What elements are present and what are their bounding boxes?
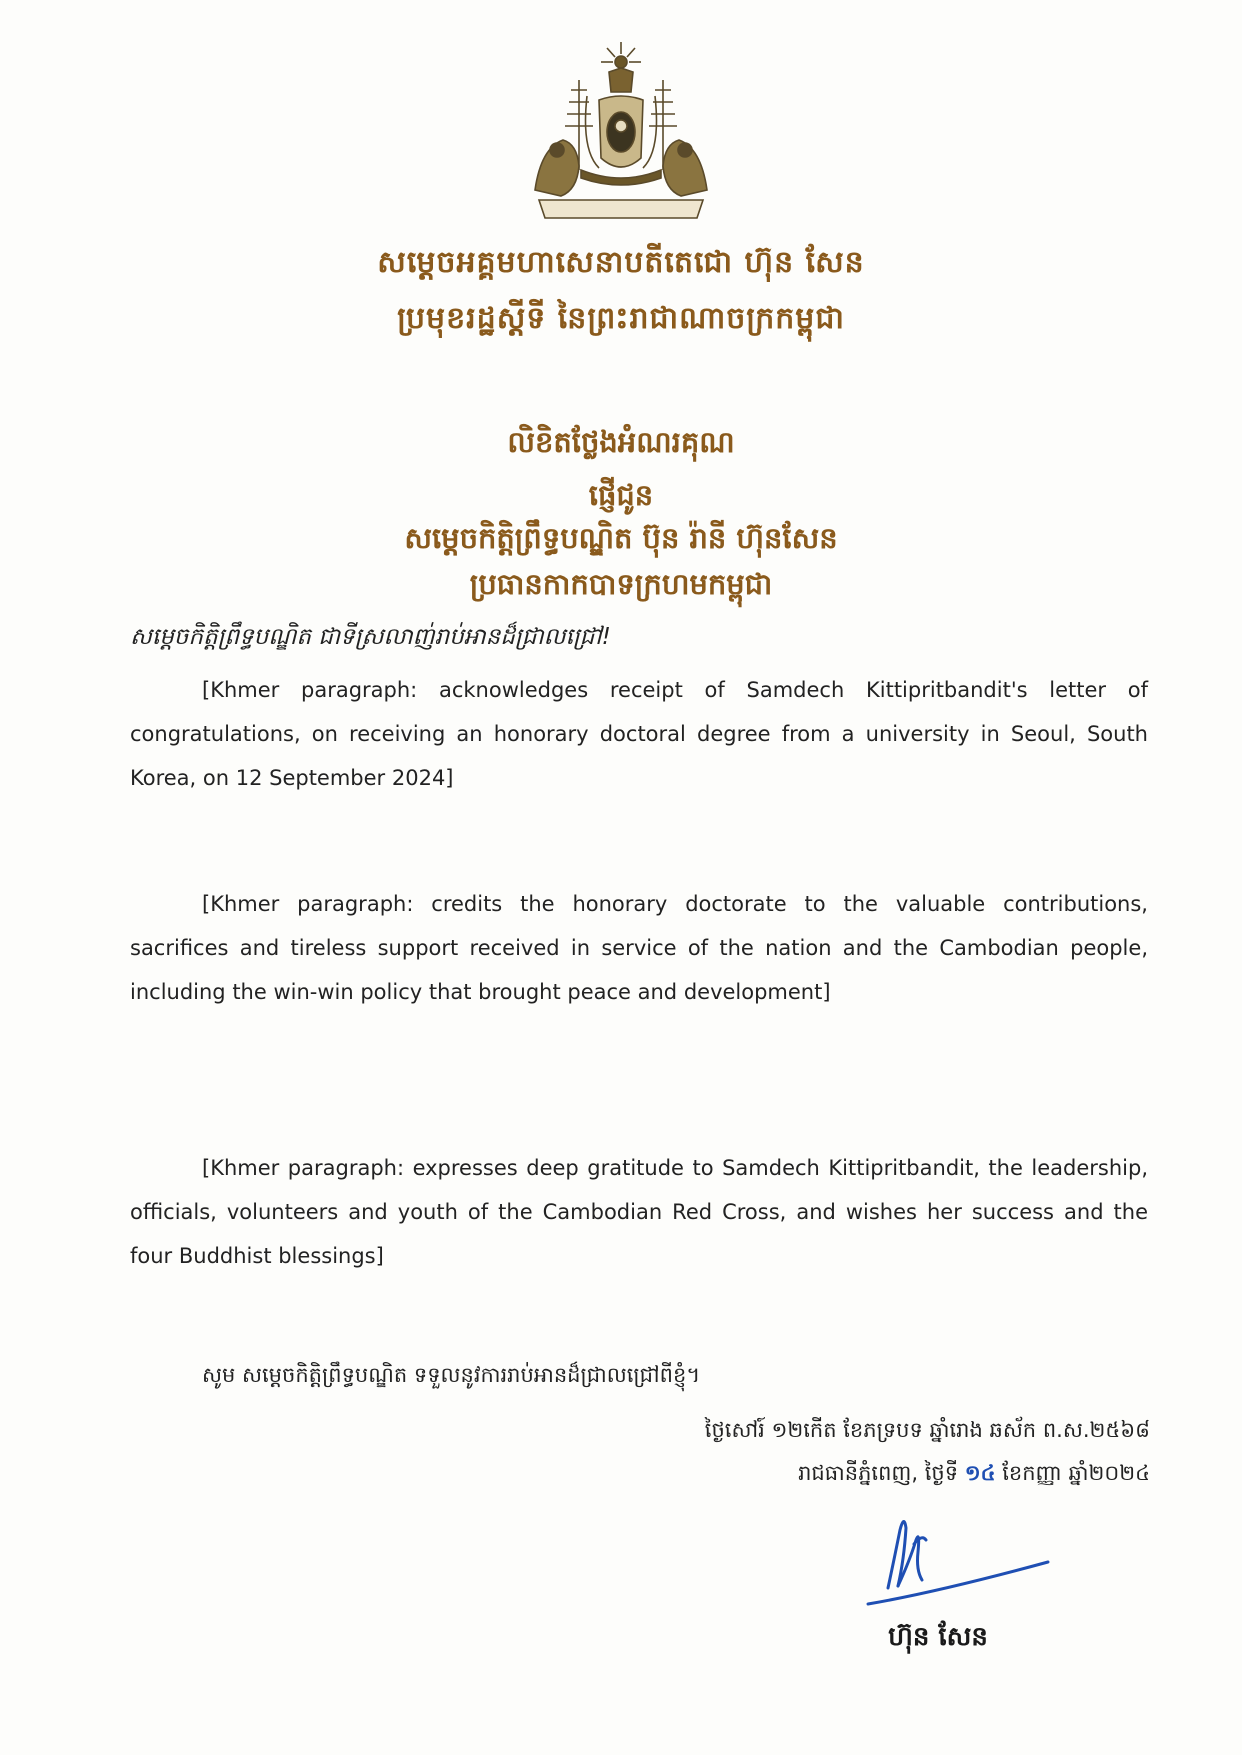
sender-name: សម្តេចអគ្គមហាសេនាបតីតេជោ ហ៊ុន សែន [377,245,865,280]
letter-title: លិខិតថ្លែងអំណរគុណ [507,425,735,459]
royal-arms-emblem [521,40,721,230]
body-paragraph-2: [Khmer paragraph: credits the honorary doctorate to the valuable contributions, sacrifices and tireless support received in service of the nation and the Cambodian people, including the win-win policy that brought peace and development] [130,892,1148,1004]
sender-position: ប្រមុខរដ្ឋស្តីទី នៃព្រះរាជាណាចក្រកម្ពុជា [397,301,845,336]
body-paragraph-1: [Khmer paragraph: acknowledges receipt of Samdech Kittipritbandit's letter of congratulations, on receiving an honorary doctoral degree from a university in Seoul, South Korea, on 12 September 2024] [130,678,1148,790]
signer-name: ហ៊ុន សែន [888,1622,988,1652]
solar-date-prefix: រាជធានីភ្នំពេញ, ថ្ងៃទី [798,1461,959,1485]
closing-line: សូម សម្តេចកិត្តិព្រឹទ្ធបណ្ឌិត ទទួលនូវការរាប់អានដ៏ជ្រាលជ្រៅពីខ្ញុំ។ [202,1363,701,1387]
salutation: សម្តេចកិត្តិព្រឹទ្ធបណ្ឌិត ជាទីស្រលាញ់រាប់អានដ៏ជ្រាលជ្រៅ! [130,624,611,650]
body-paragraph-3: [Khmer paragraph: expresses deep gratitude to Samdech Kittipritbandit, the leadership, officials, volunteers and youth of the Cambodian Red Cross, and wishes her success and the four Buddhist blessings] [130,1156,1148,1268]
royal-arms-of-cambodia-icon [521,40,721,230]
lunar-date: ថ្ងៃសៅរ៍ ១២កើត ខែភទ្របទ ឆ្នាំរោង ឆស័ក ព.ស.២៥៦៨ [704,1418,1150,1442]
handwritten-signature [848,1500,1068,1620]
solar-date [798,1460,1150,1491]
solar-date-suffix: ខែកញ្ញា ឆ្នាំ២០២៤ [1002,1461,1150,1485]
letter-addressed-to: ផ្ញើជូន [588,478,654,512]
signature-icon [848,1500,1068,1620]
recipient-position: ប្រធានកាកបាទក្រហមកម្ពុជា [469,567,773,601]
recipient-name: សម្តេចកិត្តិព្រឹទ្ធបណ្ឌិត ប៊ុន រ៉ានី ហ៊ុនសែន [404,521,838,555]
solar-date-day: ១៤ [964,1461,996,1485]
